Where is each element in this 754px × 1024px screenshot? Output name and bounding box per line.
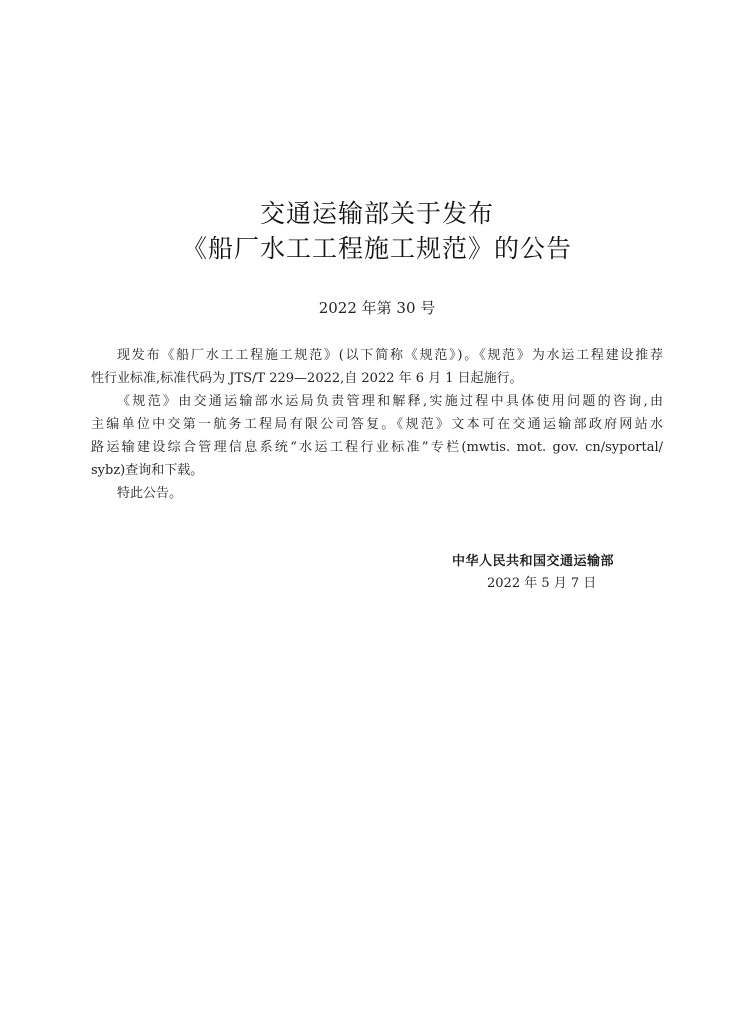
issuing-organization: 中华人民共和国交通运输部 (452, 554, 615, 569)
paragraph-3-line-1: 特此公告。 (117, 486, 183, 501)
paragraph-2-line-4: sybz)查询和下载。 (91, 463, 204, 478)
announcement-body (91, 344, 663, 505)
paragraph-2-line-2: 主编单位中交第一航务工程局有限公司答复。《规范》文本可在交通运输部政府网站水 (91, 417, 663, 432)
title-line-2: 《船厂水工工程施工规范》的公告 (181, 234, 572, 263)
paragraph-2-line-3: 路运输建设综合管理信息系统“水运工程行业标准”专栏(mwtis. mot. gov. cn/syportal/ (91, 440, 663, 455)
title-line-1: 交通运输部关于发布 (259, 199, 494, 228)
issue-date: 2022 年 5 月 7 日 (487, 576, 597, 591)
document-number: 2022 年第 30 号 (318, 299, 436, 317)
paragraph-2-line-1: 《规范》由交通运输部水运局负责管理和解释,实施过程中具体使用问题的咨询,由 (117, 394, 663, 409)
paragraph-1-line-1: 现发布《船厂水工工程施工规范》(以下简称《规范》)。《规范》为水运工程建设推荐 (117, 348, 663, 363)
paragraph-1-line-2: 性行业标准,标准代码为 JTS/T 229—2022,自 2022 年 6 月 1 日起施行。 (91, 371, 523, 386)
